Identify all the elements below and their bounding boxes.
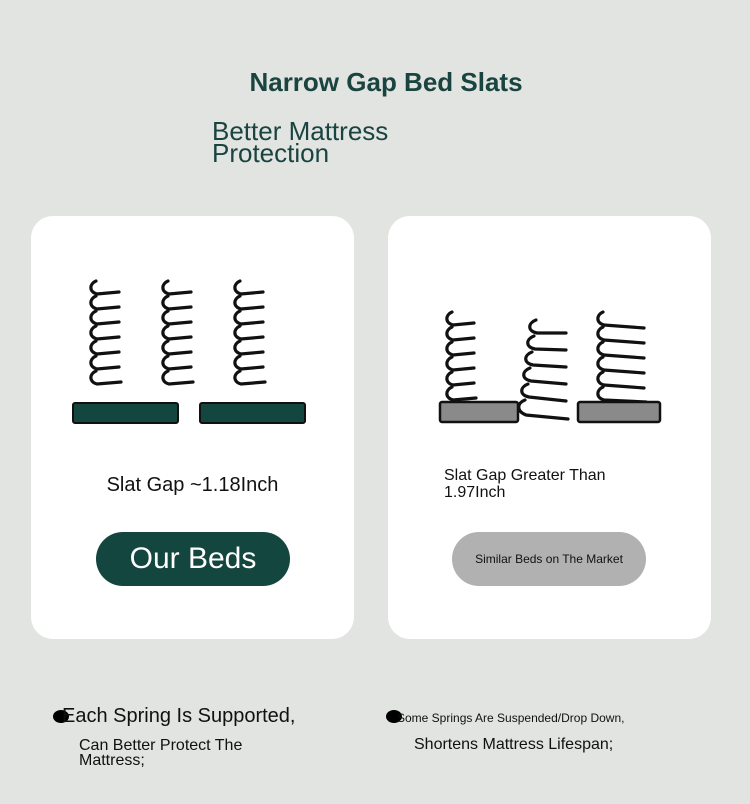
market-beds-card	[388, 216, 711, 639]
spring-coil-2	[163, 281, 193, 384]
note-left-main: Each Spring Is Supported,	[62, 705, 296, 727]
note-right-sub: Shortens Mattress Lifespan;	[414, 736, 614, 753]
slat-2	[578, 402, 660, 422]
our-beds-button[interactable]: Our Beds	[96, 532, 290, 586]
slat-2	[200, 403, 305, 423]
spring-coil-dropped	[519, 320, 568, 419]
slat-gap-label: Slat Gap Greater Than 1.97Inch	[444, 467, 606, 501]
note-right-main: Some Springs Are Suspended/Drop Down,	[397, 711, 625, 725]
slat-1	[440, 402, 518, 422]
page-title: Narrow Gap Bed Slats	[249, 67, 523, 97]
spring-coil-3	[235, 281, 265, 384]
slat-gap-label: Slat Gap ~1.18Inch	[106, 474, 279, 496]
slat-1	[73, 403, 178, 423]
our-beds-card	[31, 216, 354, 639]
spring-coil-1	[91, 281, 121, 384]
market-beds-button[interactable]: Similar Beds on The Market	[452, 532, 646, 586]
spring-coil-1	[447, 312, 476, 400]
page-subtitle: Better Mattress Protection	[212, 116, 389, 168]
spring-coil-3	[598, 312, 646, 402]
note-left-sub: Can Better Protect The Mattress;	[79, 737, 243, 769]
